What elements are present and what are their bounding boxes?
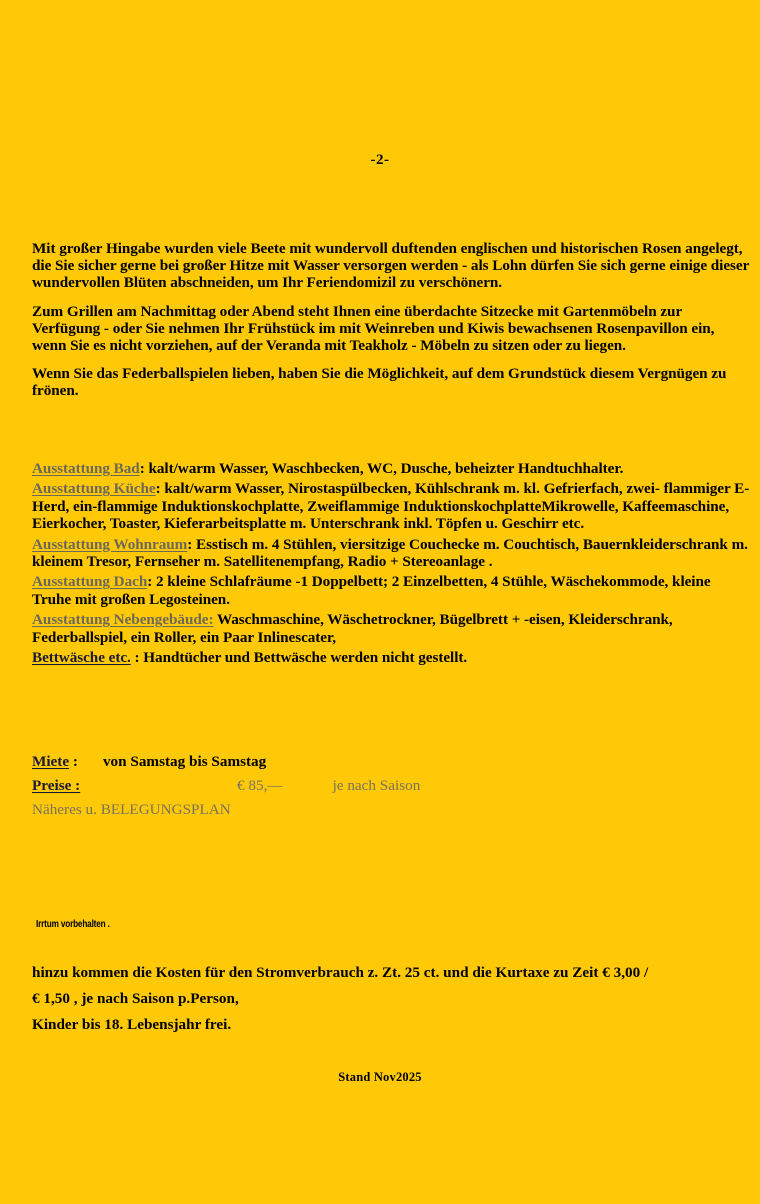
amenities-section	[32, 460, 750, 669]
amenity-bad	[32, 460, 750, 477]
footer-stand: Stand Nov2025	[338, 1070, 422, 1084]
amenity-kueche	[32, 480, 750, 532]
rental-preise-value: € 85,—	[237, 777, 283, 794]
intro-paragraphs	[32, 240, 750, 411]
amenity-wohnraum-text: Esstisch m. 4 Stühlen, viersitzige Couchecke m. Couchtisch, Bauernkleiderschrank m. kleinem Tresor, Fernseher m. Satellitenempfang, Radio + Stereoanlage .	[32, 535, 748, 571]
linens-text: Handtücher und Bettwäsche werden nicht gestellt.	[143, 649, 468, 667]
linens-separator: :	[130, 649, 144, 667]
amenity-bad-heading: Ausstattung Bad	[32, 460, 140, 477]
rental-preise-row	[32, 774, 750, 798]
disclaimer-text: Irrtum vorbehalten .	[36, 919, 110, 930]
paragraph-garden: Mit großer Hingabe wurden viele Beete mit wundervoll duftenden englischen und historischen Rosen angelegt, die Sie sicher gerne bei großer Hitze mit Wasser versorgen werden - als Lohn dürfen Sie sich gerne einige dieser wundervollen Blüten abschneiden, um Ihr Feriendomizil zu verschönern.	[32, 240, 749, 292]
rental-season-note: je nach Saison	[332, 777, 421, 794]
linens-row	[32, 649, 750, 666]
costs-line-2: € 1,50 , je nach Saison p.Person,	[32, 990, 239, 1007]
rental-miete-separator: :	[69, 753, 78, 770]
paragraph-badminton: Wenn Sie das Federballspielen lieben, haben Sie die Möglichkeit, auf dem Grundstück diesem Vergnügen zu frönen.	[32, 365, 727, 400]
costs-section	[32, 960, 750, 1038]
amenity-kueche-heading: Ausstattung Küche	[32, 480, 156, 498]
page-number: -2-	[370, 152, 390, 168]
amenity-wohnraum-heading: Ausstattung Wohnraum	[32, 535, 188, 553]
amenity-dach-text: 2 kleine Schlafräume -1 Doppelbett; 2 Einzelbetten, 4 Stühle, Wäschekommode, kleine Truhe mit großen Legosteinen.	[32, 573, 711, 608]
rental-belegungsplan: Näheres u. BELEGUNGSPLAN	[32, 801, 231, 818]
amenity-kueche-separator: :	[155, 480, 165, 498]
rental-miete-value: von Samstag bis Samstag	[102, 753, 267, 770]
rental-section	[32, 750, 750, 822]
costs-line-1: hinzu kommen die Kosten für den Stromverbrauch z. Zt. 25 ct. und die Kurtaxe zu Zeit € 3,00 /	[32, 964, 649, 981]
rental-miete-row	[32, 750, 750, 774]
amenity-nebengebaeude	[32, 611, 750, 646]
rental-preise-label: Preise :	[32, 777, 81, 794]
amenity-bad-separator: :	[139, 460, 149, 477]
paragraph-grill: Zum Grillen am Nachmittag oder Abend steht Ihnen eine überdachte Sitzecke mit Gartenmöbeln zur Verfügung - oder Sie nehmen Ihr Frühstück im mit Weinreben und Kiwis bewachsenen Rosenpavillon ein, wenn Sie es nicht vorziehen, auf der Veranda mit Teakholz - Möbeln zu sitzen oder zu liegen.	[32, 302, 715, 355]
amenity-kueche-text: kalt/warm Wasser, Nirostaspülbecken, Kühlschrank m. kl. Gefrierfach, zwei- flammiger E-Herd, ein-flammige Induktionskochplatte, Zweiflammige InduktionskochplatteMikrowelle, Kaffeemaschine, Eierkocher, Toaster, Kieferarbeitsplatte m. Unterschrank inkl. Töpfen u. Geschirr etc.	[32, 480, 750, 533]
amenity-nebengebaeude-heading: Ausstattung Nebengebäude:	[32, 611, 214, 629]
linens-heading: Bettwäsche etc.	[32, 649, 131, 667]
costs-line-3: Kinder bis 18. Lebensjahr frei.	[32, 1016, 232, 1033]
amenity-nebengebaeude-text: Waschmaschine, Wäschetrockner, Bügelbrett + -eisen, Kleiderschrank, Federballspiel, ein Roller, ein Paar Inlinescater,	[32, 611, 673, 646]
amenity-dach-separator: :	[147, 573, 157, 591]
amenity-wohnraum	[32, 536, 750, 571]
amenity-wohnraum-separator: :	[187, 535, 197, 553]
amenity-dach	[32, 573, 750, 608]
amenity-dach-heading: Ausstattung Dach	[32, 573, 148, 591]
amenity-bad-text: kalt/warm Wasser, Waschbecken, WC, Dusche, beheizter Handtuchhalter.	[148, 460, 624, 477]
rental-miete-label: Miete	[32, 753, 70, 770]
